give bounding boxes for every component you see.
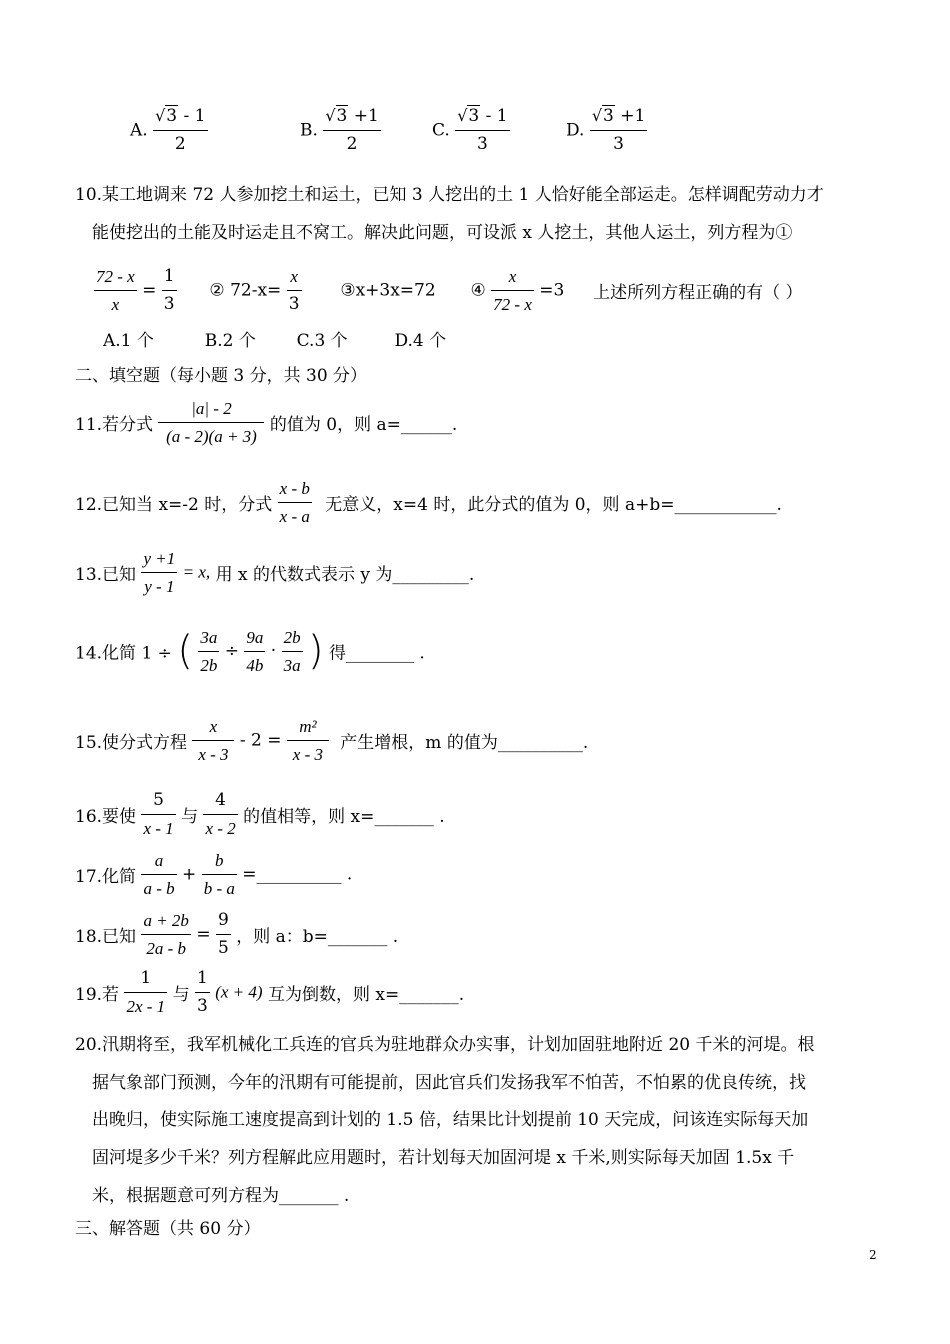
- q15-mid: - 2 =: [239, 730, 282, 751]
- numerator-rest: - 1: [178, 106, 206, 126]
- choice-d: D.4 个: [394, 331, 447, 351]
- eq4-fraction: [491, 268, 534, 313]
- q20-line4: 固河堤多少千米？列方程解此应用题时，若计划每天加固河堤 x 千米,则实际每天加固 1.5x 千: [92, 1148, 795, 1168]
- q12: [75, 480, 782, 525]
- q20-line3: 出晚归，使实际施工速度提高到计划的 1.5 倍，结果比计划提前 10 天完成，问该连实际每天加: [92, 1110, 809, 1130]
- choice-b: B.2 个: [204, 331, 256, 351]
- eq1-rhs-fraction: [162, 268, 177, 313]
- numerator: m²: [287, 718, 329, 741]
- numerator: y +1: [141, 550, 177, 573]
- q10-question: 上述所列方程正确的有（ ）: [593, 283, 803, 303]
- numerator: x: [287, 268, 302, 291]
- section-2-heading: 二、填空题（每小题 3 分，共 30 分）: [75, 366, 368, 386]
- denominator: 3a: [283, 655, 301, 675]
- q19: [75, 970, 464, 1015]
- numerator: 9: [216, 912, 231, 935]
- q12-prefix: 12.已知当 x=-2 时，分式: [75, 495, 273, 515]
- fraction: $\frac{√3 - 1}{2}$: [155, 106, 206, 154]
- numerator-rest: - 1: [480, 106, 508, 126]
- denominator: 72 - x: [493, 295, 532, 314]
- radicand: 3: [336, 106, 348, 126]
- q16-suffix: 的值相等，则 x=_______ .: [243, 807, 445, 827]
- denominator: 2: [346, 134, 358, 154]
- q12-fraction: [278, 480, 312, 525]
- q19-fraction-2: [195, 970, 210, 1015]
- denominator: 3: [163, 294, 175, 314]
- denominator: 5: [218, 938, 229, 958]
- q14-fraction-3: [282, 629, 303, 674]
- q17: [75, 852, 352, 897]
- q15-fraction-1: [192, 718, 234, 763]
- numerator-rest: +1: [614, 106, 646, 126]
- denominator: 3: [613, 134, 624, 154]
- denominator: b - a: [203, 879, 235, 898]
- option-label: A.: [130, 120, 148, 141]
- denominator: 2b: [200, 655, 218, 675]
- numerator: b: [202, 852, 237, 875]
- eq2-fraction: [287, 268, 302, 313]
- denominator: 2: [174, 134, 186, 154]
- numerator: 4: [203, 792, 237, 815]
- right-paren: ): [308, 628, 324, 674]
- q11-suffix: 的值为 0，则 a=______.: [269, 415, 458, 435]
- denominator: x - 3: [198, 745, 229, 764]
- numerator: 72 - x: [94, 268, 137, 291]
- q9-option-d: [566, 108, 647, 153]
- q9-option-b: [300, 108, 381, 153]
- q19-suffix: 互为倒数，则 x=_______.: [267, 985, 465, 1005]
- radicand: 3: [166, 106, 178, 126]
- q16-prefix: 16.要使: [75, 807, 137, 827]
- q14-fraction-1: [198, 629, 219, 674]
- denominator: 2a - b: [146, 939, 187, 958]
- denominator: 3: [477, 134, 488, 154]
- q13-mid: = x,: [182, 562, 211, 582]
- denominator: 3: [288, 294, 300, 314]
- option-label: C.: [432, 120, 450, 141]
- q14-prefix: 14.化简 1 ÷: [75, 643, 172, 664]
- q14-fraction-2: [244, 629, 265, 674]
- q9-option-c: [432, 108, 510, 153]
- q17-fraction-1: [141, 852, 176, 897]
- option-label: B.: [300, 120, 318, 141]
- denominator: 2x - 1: [126, 997, 166, 1016]
- q18-suffix: ，则 a：b=_______ .: [236, 927, 399, 947]
- fraction: $\frac{√3 +1}{2}$: [325, 106, 379, 154]
- equals-sign: =: [142, 280, 157, 301]
- q17-mid: +: [182, 864, 197, 885]
- numerator: x: [192, 718, 234, 741]
- q13-prefix: 13.已知: [75, 565, 137, 585]
- q11-prefix: 11.若分式: [75, 415, 154, 435]
- q14: [75, 628, 425, 674]
- q18-prefix: 18.已知: [75, 927, 137, 947]
- numerator: x - b: [278, 480, 312, 503]
- q15-suffix: 产生增根，m 的值为__________.: [340, 733, 589, 753]
- eq3: ③x+3x=72: [340, 280, 436, 301]
- q18: [75, 912, 398, 957]
- q20-line5: 米，根据题意可列方程为_______ .: [92, 1186, 350, 1206]
- q19-fraction-1: [124, 970, 167, 1015]
- q17-fraction-2: [202, 852, 237, 897]
- denominator: y - 1: [144, 577, 175, 596]
- q10-line1: 10.某工地调来 72 人参加挖土和运土，已知 3 人挖出的土 1 人恰好能全部运走。怎样调配劳动力才: [75, 185, 824, 205]
- multiply-operator: ·: [270, 641, 277, 661]
- page-number: 2: [869, 1248, 877, 1262]
- q16: [75, 792, 445, 837]
- left-paren: (: [177, 628, 193, 674]
- q16-mid: 与: [181, 807, 199, 827]
- q9-option-a: [130, 108, 208, 153]
- q13-fraction: [141, 550, 177, 595]
- numerator: a + 2b: [141, 912, 190, 935]
- numerator: |a| - 2: [158, 400, 264, 423]
- q16-fraction-1: [141, 792, 175, 837]
- q10-equations: [94, 268, 803, 313]
- q15-prefix: 15.使分式方程: [75, 733, 188, 753]
- choice-a: A.1 个: [103, 331, 154, 351]
- eq2-label: ② 72-x=: [209, 280, 282, 301]
- q15: [75, 718, 588, 763]
- denominator: 4b: [246, 655, 264, 675]
- numerator-rest: +1: [348, 106, 379, 126]
- q19-prefix: 19.若: [75, 985, 120, 1005]
- q13-suffix: 用 x 的代数式表示 y 为_________.: [215, 565, 475, 585]
- q20-line1: 20.汛期将至，我军机械化工兵连的官兵为驻地群众办实事，计划加固驻地附近 20 千米的河堤。根: [75, 1035, 815, 1055]
- fraction: $\frac{√3 - 1}{3}$: [457, 106, 508, 154]
- denominator: x - 1: [143, 819, 174, 838]
- radicand: 3: [603, 106, 614, 126]
- radicand: 3: [468, 106, 480, 126]
- q18-fraction-2: [216, 912, 231, 957]
- q18-mid: =: [196, 924, 211, 945]
- denominator: 3: [196, 996, 208, 1016]
- q14-suffix: 得________ .: [329, 643, 425, 664]
- numerator: 2b: [282, 629, 303, 652]
- numerator: 1: [195, 970, 210, 993]
- option-label: D.: [566, 120, 585, 141]
- denominator: x - 2: [205, 819, 236, 838]
- q13: [75, 550, 474, 595]
- denominator: (a - 2)(a + 3): [166, 427, 257, 446]
- numerator: 9a: [244, 629, 265, 652]
- numerator: 3a: [198, 629, 219, 652]
- denominator: x - 3: [292, 745, 323, 764]
- choice-c: C.3 个: [296, 331, 348, 351]
- q10-line2: 能使挖出的土能及时运走且不窝工。解决此问题，可设派 x 人挖土，其他人运土，列方程为①: [92, 223, 793, 243]
- numerator: a: [141, 852, 176, 875]
- numerator: 1: [124, 970, 167, 993]
- q10-choices: [103, 326, 446, 351]
- fraction: $\frac{√3 +1}{3}$: [591, 106, 646, 154]
- q19-mid: 与: [172, 985, 190, 1005]
- q11: [75, 400, 457, 445]
- denominator: x - a: [279, 507, 310, 526]
- q12-suffix: 无意义，x=4 时，此分式的值为 0，则 a+b=____________.: [325, 495, 782, 515]
- eq4-rest: =3: [539, 280, 565, 301]
- numerator: 5: [141, 792, 175, 815]
- q19-tail: (x + 4): [215, 982, 263, 1002]
- numerator: 1: [162, 268, 177, 291]
- eq4-label: ④: [470, 280, 486, 301]
- q16-fraction-2: [203, 792, 237, 837]
- eq1-fraction: [94, 268, 137, 313]
- q18-fraction-1: [141, 912, 190, 957]
- numerator: x: [491, 268, 534, 291]
- q17-prefix: 17.化简: [75, 867, 137, 887]
- q11-fraction: [158, 400, 264, 445]
- q15-fraction-2: [287, 718, 329, 763]
- divide-operator: ÷: [224, 641, 239, 661]
- section-3-heading: 三、解答题（共 60 分）: [75, 1219, 261, 1239]
- denominator: x: [111, 295, 120, 314]
- q17-suffix: =__________ .: [242, 864, 353, 885]
- denominator: a - b: [143, 879, 175, 898]
- q20-line2: 据气象部门预测，今年的汛期有可能提前，因此官兵们发扬我军不怕苦，不怕累的优良传统，找: [92, 1073, 806, 1093]
